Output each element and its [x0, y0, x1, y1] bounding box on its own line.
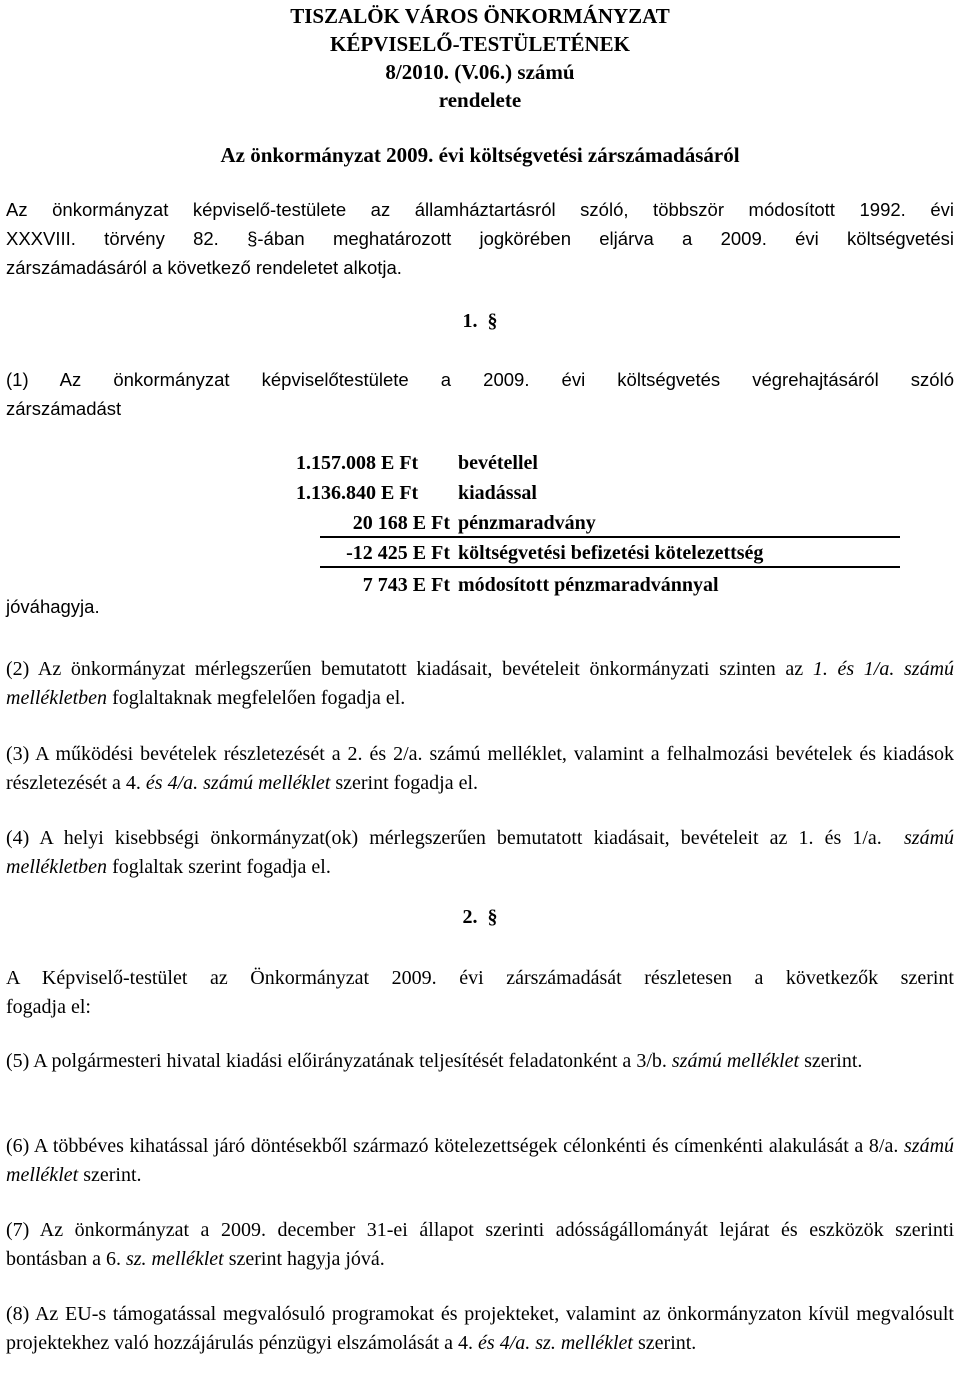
- text-run-italic: számú: [671, 1050, 722, 1072]
- preamble-paragraph: [6, 195, 954, 282]
- text-run: (7) Az önkormányzat a 2009. december 31-ei állapot szerinti adósságállományát lejárat és: [6, 1219, 798, 1241]
- figure-label: bevétellel: [458, 452, 538, 474]
- approval-word: jóváhagyja.: [6, 596, 100, 617]
- paragraph-line: fogadja el:: [6, 996, 91, 1018]
- text-run-italic: és 1/a.: [837, 658, 895, 680]
- paragraph-1: [6, 365, 954, 423]
- section-mark: §: [487, 310, 498, 332]
- paragraph-4: [6, 824, 954, 882]
- figure-amount: 7 743 E Ft: [362, 574, 450, 596]
- paragraph-line: zárszámadást: [6, 398, 122, 419]
- figure-amount: 1.157.008 E Ft: [296, 452, 419, 474]
- figure-row: [290, 568, 900, 600]
- header-line-2: KÉPVISELŐ-TESTÜLETÉNEK: [330, 32, 630, 56]
- text-run: szerint hagyja jóvá.: [228, 1248, 385, 1270]
- section-2-intro: [6, 964, 954, 1022]
- figure-label: költségvetési befizetési kötelezettség: [458, 542, 764, 564]
- paragraph-3: [6, 740, 954, 798]
- text-run: eszközök szerinti bontásban a 6.: [6, 1219, 955, 1270]
- section-mark: §: [487, 906, 498, 928]
- paragraph-7: [6, 1216, 954, 1274]
- text-run-italic: számú mellékletben: [6, 658, 955, 709]
- text-run-italic: és 4/a. sz. melléklet: [478, 1332, 633, 1354]
- text-run-italic: és 4/a. számú melléklet: [145, 772, 331, 794]
- text-run: (5) A polgármesteri hivatal kiadási előirányzatának teljesítését feladatonként a 3/b.: [6, 1050, 667, 1072]
- text-run: szerint.: [638, 1332, 697, 1354]
- decree-subject: Az önkormányzat 2009. évi költségvetési zárszámadásáról: [220, 143, 740, 167]
- text-run: kívül megvalósult projektekhez való hozzájárulás pénzügyi elszámolását a 4.: [6, 1303, 954, 1354]
- paragraph-5: [6, 1047, 954, 1076]
- text-run: 1/a.: [852, 827, 882, 849]
- figure-label: módosított pénzmaradvánnyal: [458, 574, 719, 596]
- paragraph-8: [6, 1300, 954, 1358]
- text-run: (4) A helyi kisebbségi önkormányzat(ok) mérlegszerűen bemutatott kiadásait, bevételeit az 1. és: [6, 827, 842, 849]
- figure-row: [290, 478, 900, 508]
- section-number: 1.: [462, 310, 478, 332]
- figure-amount: -12 425 E Ft: [346, 542, 450, 564]
- text-run: (6) A többéves kihatással járó döntésekből származó kötelezettségek célonkénti és címenkénti: [6, 1135, 764, 1157]
- section-number: 2.: [462, 906, 478, 928]
- text-run-italic: számú mellékletben: [6, 827, 955, 878]
- figure-amount: 1.136.840 E Ft: [296, 482, 419, 504]
- figure-label: pénzmaradvány: [458, 512, 596, 534]
- figure-row: [290, 448, 900, 478]
- text-run: szerint.: [804, 1050, 863, 1072]
- header-line-1: TISZALÖK VÁROS ÖNKORMÁNYZAT: [290, 4, 670, 28]
- text-run: (3) A működési bevételek részletezését a 2. és 2/a. számú melléklet, valamint a felhalmozási: [6, 743, 769, 765]
- text-run-italic: 1.: [812, 658, 828, 680]
- preamble-line: zárszámadásáról a következő rendeletet alkotja.: [6, 257, 402, 278]
- preamble-line: XXXVIII. törvény 82. §-ában meghatározott jogkörében eljárva a 2009. évi költségvetési: [6, 228, 954, 249]
- paragraph-line: A Képviselő-testület az Önkormányzat 2009. évi zárszámadását részletesen a következők szerint: [6, 967, 954, 989]
- text-run: szerint.: [83, 1164, 142, 1186]
- figure-amount: 20 168 E Ft: [352, 512, 450, 534]
- decree-number: 8/2010. (V.06.) számú: [385, 60, 575, 84]
- text-run-italic: sz. melléklet: [125, 1248, 224, 1270]
- header-line-4: rendelete: [438, 88, 522, 112]
- figure-row: [290, 508, 900, 538]
- text-run: (2) Az önkormányzat mérlegszerűen bemutatott kiadásait, bevételeit önkormányzati szinten az: [6, 658, 804, 680]
- financial-figures: [290, 448, 900, 600]
- paragraph-2: [6, 655, 954, 713]
- text-run: szerint fogadja el.: [335, 772, 479, 794]
- text-run: (8) Az EU-s támogatással megvalósuló programokat és projekteket, valamint az önkormányzaton: [6, 1303, 802, 1325]
- section-1-heading: [0, 310, 960, 333]
- preamble-line: Az önkormányzat képviselő-testülete az államháztartásról szóló, többször módosított 1992. évi: [6, 199, 954, 220]
- section-2-heading: [0, 906, 960, 929]
- text-run: foglaltak szerint fogadja el.: [112, 856, 331, 878]
- paragraph-6: [6, 1132, 954, 1190]
- text-run-italic: melléklet: [726, 1050, 800, 1072]
- text-run: foglaltaknak megfelelően fogadja el.: [112, 687, 406, 709]
- text-run: bevételek és kiadások részletezését a 4.: [6, 743, 955, 794]
- paragraph-line: (1) Az önkormányzat képviselőtestülete a 2009. évi költségvetés végrehajtásáról szóló: [6, 369, 954, 390]
- figure-label: kiadással: [458, 482, 537, 504]
- text-run-italic: számú melléklet: [6, 1135, 955, 1186]
- text-run: alakulását a 8/a.: [768, 1135, 899, 1157]
- figure-row: [290, 538, 900, 568]
